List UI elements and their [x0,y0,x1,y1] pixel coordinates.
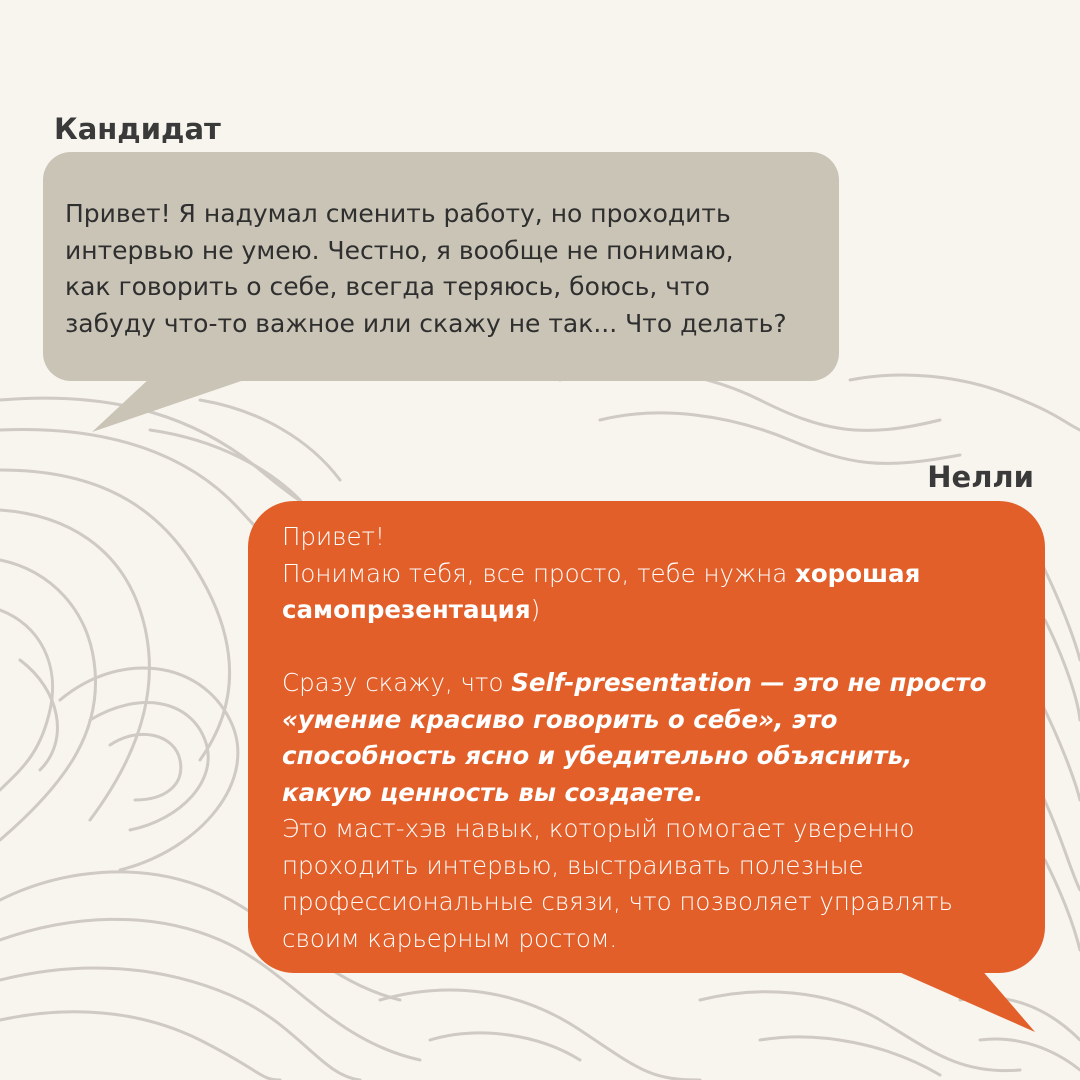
candidate-name: Кандидат [54,112,221,146]
nelli-greeting: Привет! [282,522,385,551]
nelli-p1-text: Понимаю тебя, все просто, тебе нужна [282,558,796,588]
candidate-message-line: Привет! Я надумал сменить работу, но проходить [65,199,731,228]
nelli-p1-bold-b: самопрезентация [282,595,531,624]
nelli-paragraph-3-line: проходить интервью, выстраивать полезные [282,850,864,880]
nelli-paragraph-3-line: своим карьерным ростом. [282,923,618,953]
candidate-message-line: забуду что-то важное или скажу не так... Что делать? [65,308,787,338]
nelli-p1-bold-a: хорошая [795,558,921,588]
nelli-p2-emphasis: «умение красиво говорить о себе», это [282,704,838,734]
nelli-p1-end: ) [530,595,541,624]
nelli-p2-emphasis: Self-presentation — это не просто [511,668,987,697]
candidate-message-bubble [43,152,839,381]
candidate-message-line: интервью не умею. Честно, я вообще не понимаю, [65,235,734,265]
nelli-p2-emphasis: способность ясно и убедительно объяснить, [282,741,913,770]
nelli-paragraph-2-line-1 [282,665,1045,702]
paragraph-gap [282,629,1045,666]
nelli-paragraph-1-line-1 [282,556,1045,593]
nelli-p2-text: Сразу скажу, что [282,668,512,697]
nelli-p2-emphasis: какую ценность вы создаете. [282,777,704,807]
nelli-paragraph-3-line: профессиональные связи, что позволяет управлять [282,887,953,916]
nelli-message-bubble [248,501,1045,973]
candidate-message-line: как говорить о себе, всегда теряюсь, боюсь, что [65,272,710,301]
nelli-paragraph-3-line: Это маст-хэв навык, который помогает уверенно [282,814,915,843]
nelli-paragraph-1-line-2 [282,592,1045,629]
nelli-name: Нелли [927,460,1034,494]
